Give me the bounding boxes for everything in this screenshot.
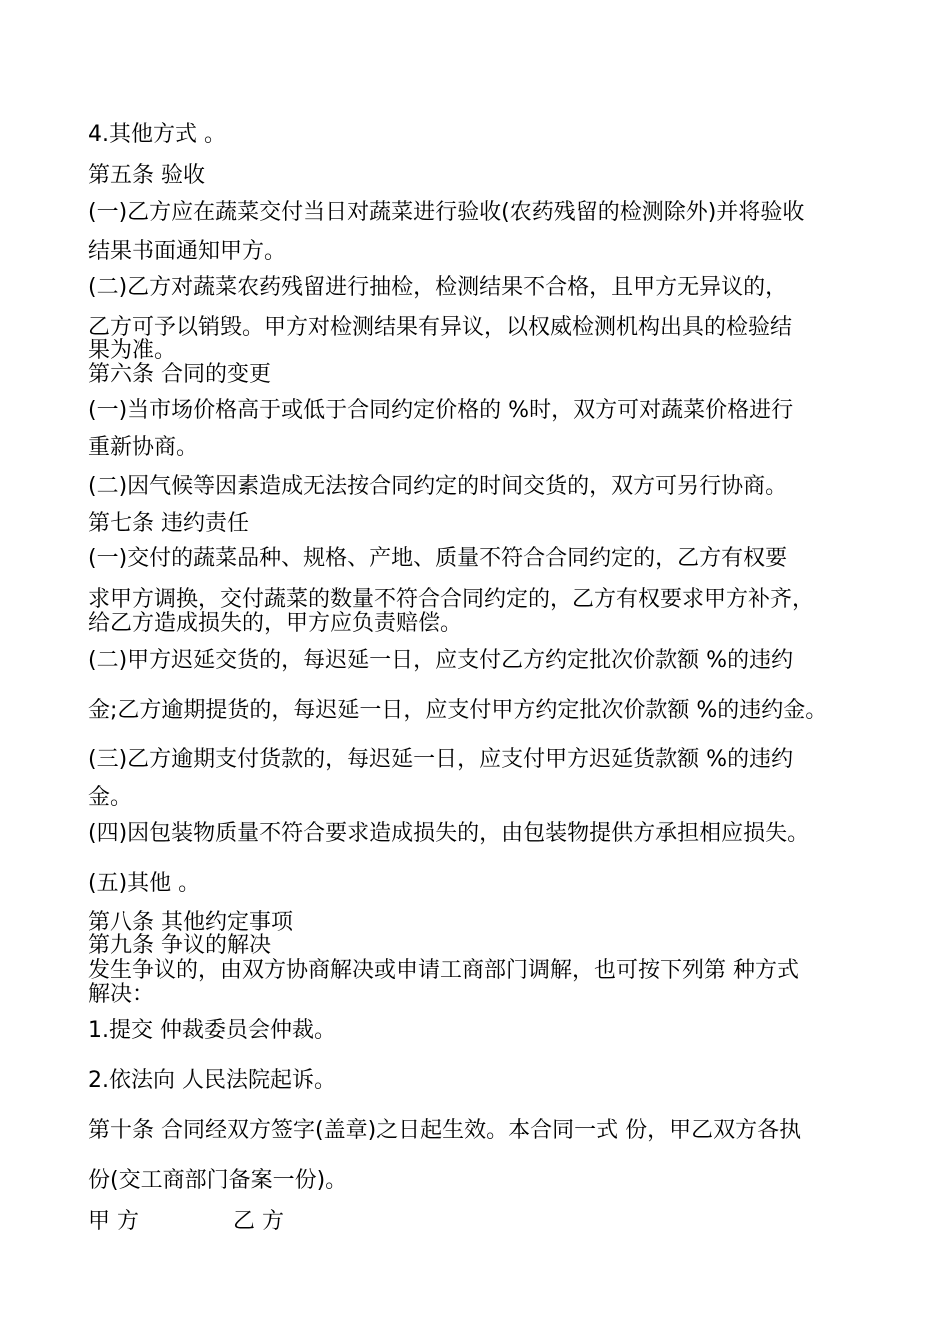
article-heading: 第六条 合同的变更 [88, 362, 271, 387]
article-heading: 第九条 争议的解决 [88, 933, 271, 958]
text-line: 1.提交 仲裁委员会仲裁。 [88, 1018, 336, 1043]
article-heading: 第五条 验收 [88, 163, 205, 188]
text-line: 发生争议的，由双方协商解决或申请工商部门调解，也可按下列第 种方式 [88, 958, 799, 983]
text-line: (二)乙方对蔬菜农药残留进行抽检，检测结果不合格，且甲方无异议的， [88, 275, 788, 300]
text-line: (三)乙方逾期支付货款的，每迟延一日，应支付甲方迟延货款额 %的违约 [88, 747, 794, 772]
text-line: 金。 [88, 785, 133, 810]
text-line: (四)因包装物质量不符合要求造成损失的，由包装物提供方承担相应损失。 [88, 821, 810, 846]
text-line: (二)甲方迟延交货的，每迟延一日，应支付乙方约定批次价款额 %的违约 [88, 648, 794, 673]
text-line: (二)因气候等因素造成无法按合同约定的时间交货的，双方可另行协商。 [88, 474, 788, 499]
text-line: 重新协商。 [88, 435, 199, 460]
text-line: 解决： [88, 982, 155, 1007]
article-heading: 第十条 合同经双方签字(盖章)之日起生效。本合同一式 份，甲乙双方各执 [88, 1118, 802, 1143]
text-line: (一)交付的蔬菜品种、规格、产地、质量不符合合同约定的，乙方有权要 [88, 546, 788, 571]
text-line: 乙方可予以销毁。甲方对检测结果有异议，以权威检测机构出具的检验结 [88, 315, 793, 340]
text-line: 求甲方调换，交付蔬菜的数量不符合合同约定的，乙方有权要求甲方补齐， [88, 587, 815, 612]
text-line: 4.其他方式 。 [88, 122, 226, 147]
text-line: 份(交工商部门备案一份)。 [88, 1168, 348, 1193]
text-line: (一)当市场价格高于或低于合同约定价格的 %时，双方可对蔬菜价格进行 [88, 398, 794, 423]
text-line: 金;乙方逾期提货的，每迟延一日，应支付甲方约定批次价款额 %的违约金。 [88, 698, 828, 723]
article-heading: 第八条 其他约定事项 [88, 910, 293, 935]
text-line: (一)乙方应在蔬菜交付当日对蔬菜进行验收(农药残留的检测除外)并将验收 [88, 200, 805, 225]
article-heading: 第七条 违约责任 [88, 511, 249, 536]
text-line: 2.依法向 人民法院起诉。 [88, 1068, 336, 1093]
text-line: 果为准。 [88, 338, 177, 363]
text-line: 结果书面通知甲方。 [88, 239, 287, 264]
text-line: 给乙方造成损失的，甲方应负责赔偿。 [88, 611, 463, 636]
text-line: (五)其他 。 [88, 871, 201, 896]
party-b-signature-label: 乙 方 [233, 1209, 284, 1234]
party-a-signature-label: 甲 方 [88, 1209, 139, 1234]
